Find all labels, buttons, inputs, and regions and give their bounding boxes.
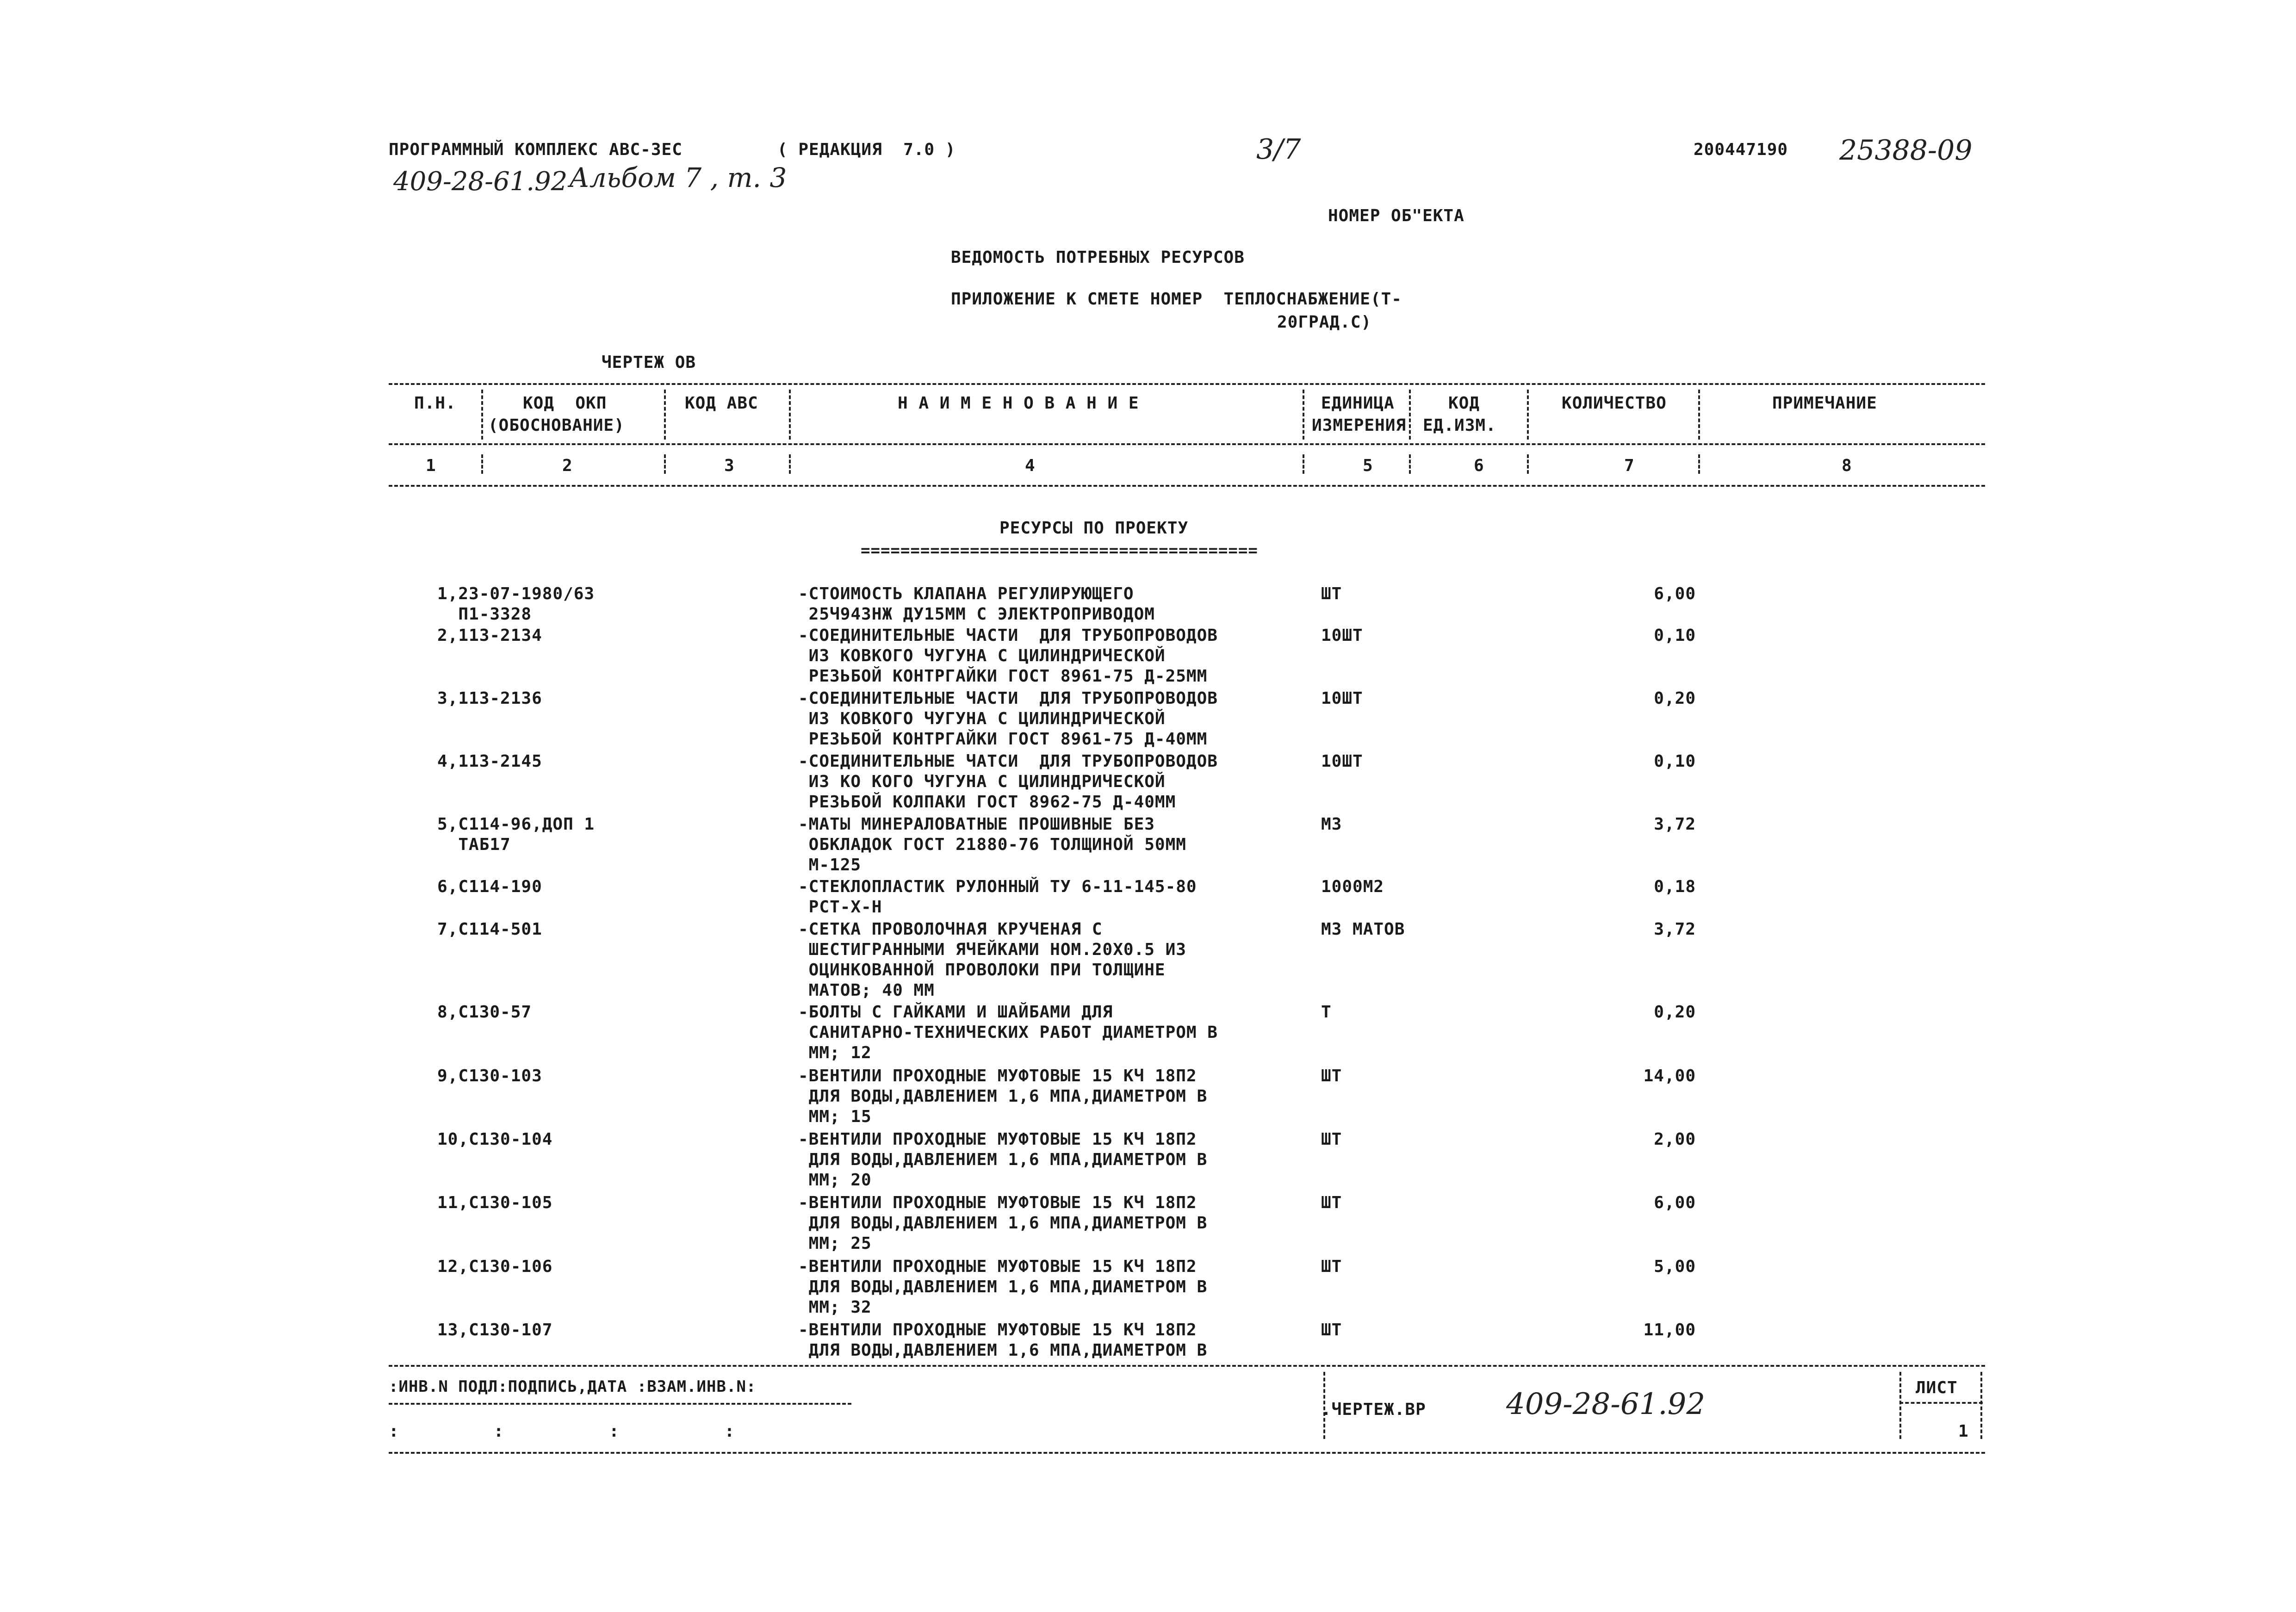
row-quantity: 0,10 bbox=[1654, 626, 1696, 645]
row-name: ДЛЯ ВОДЫ,ДАВЛЕНИЕМ 1,6 МПА,ДИАМЕТРОМ В bbox=[798, 1087, 1208, 1106]
section-title: РЕСУРСЫ ПО ПРОЕКТУ bbox=[999, 519, 1189, 538]
row-code: 8,С130-57 bbox=[437, 1003, 532, 1022]
row-name: -СТЕКЛОПЛАСТИК РУЛОННЫЙ ТУ 6-11-145-80 bbox=[798, 877, 1197, 896]
row-name: -СЕТКА ПРОВОЛОЧНАЯ КРУЧЕНАЯ С bbox=[798, 920, 1103, 939]
row-name: -БОЛТЫ С ГАЙКАМИ И ШАЙБАМИ ДЛЯ bbox=[798, 1003, 1113, 1022]
row-name: -ВЕНТИЛИ ПРОХОДНЫЕ МУФТОВЫЕ 15 КЧ 18П2 bbox=[798, 1321, 1197, 1339]
row-quantity: 0,20 bbox=[1654, 1003, 1696, 1022]
col-sep bbox=[481, 390, 483, 440]
row-code: 3,113-2136 bbox=[437, 689, 542, 708]
row-name: РЕЗЬБОЙ КОНТРГАЙКИ ГОСТ 8961-75 Д-40ММ bbox=[798, 730, 1208, 749]
row-unit: ШТ bbox=[1321, 1257, 1342, 1276]
row-code: 1,23-07-1980/63 bbox=[437, 584, 595, 603]
row-unit: 1000М2 bbox=[1321, 877, 1384, 896]
subtitle-line-1: ПРИЛОЖЕНИЕ К СМЕТЕ НОМЕР ТЕПЛОСНАБЖЕНИЕ(Т- bbox=[951, 290, 1402, 309]
col-number-8: 8 bbox=[1842, 456, 1852, 475]
col-sep bbox=[1527, 390, 1529, 440]
row-name: РСТ-Х-Н bbox=[798, 898, 882, 917]
col-header-note: ПРИМЕЧАНИЕ bbox=[1772, 394, 1877, 413]
sheet-label: ЛИСТ bbox=[1916, 1378, 1958, 1397]
col-sep bbox=[789, 390, 791, 440]
col-number-5: 5 bbox=[1363, 456, 1373, 475]
row-quantity: 6,00 bbox=[1654, 1193, 1696, 1212]
row-quantity: 3,72 bbox=[1654, 920, 1696, 939]
footer-sep bbox=[1323, 1372, 1325, 1439]
row-code: ТАБ17 bbox=[437, 835, 511, 854]
row-unit: ШТ bbox=[1321, 1321, 1342, 1339]
row-name: ММ; 15 bbox=[798, 1107, 872, 1126]
row-unit: Т bbox=[1321, 1003, 1332, 1022]
row-code: 9,С130-103 bbox=[437, 1066, 542, 1085]
col-header-name: Н А И М Е Н О В А Н И Е bbox=[898, 394, 1139, 413]
row-unit: М3 bbox=[1321, 815, 1342, 834]
col-header-unitcode-1: КОД bbox=[1448, 394, 1480, 413]
col-header-pn: П.Н. bbox=[414, 394, 456, 413]
row-name: ИЗ КОВКОГО ЧУГУНА С ЦИЛИНДРИЧЕСКОЙ bbox=[798, 646, 1166, 665]
code-handwritten: 25388-09 bbox=[1839, 134, 1973, 167]
row-name: ДЛЯ ВОДЫ,ДАВЛЕНИЕМ 1,6 МПА,ДИАМЕТРОМ В bbox=[798, 1277, 1208, 1296]
row-quantity: 14,00 bbox=[1643, 1066, 1696, 1085]
col-sep bbox=[664, 454, 666, 474]
row-unit: 10ШТ bbox=[1321, 626, 1363, 645]
row-name: РЕЗЬБОЙ КОНТРГАЙКИ ГОСТ 8961-75 Д-25ММ bbox=[798, 667, 1208, 686]
row-code: 5,С114-96,ДОП 1 bbox=[437, 815, 595, 834]
row-quantity: 3,72 bbox=[1654, 815, 1696, 834]
col-number-6: 6 bbox=[1474, 456, 1484, 475]
col-sep bbox=[1303, 390, 1304, 440]
row-name: ДЛЯ ВОДЫ,ДАВЛЕНИЕМ 1,6 МПА,ДИАМЕТРОМ В bbox=[798, 1341, 1208, 1360]
row-code: 13,С130-107 bbox=[437, 1321, 553, 1339]
col-sep bbox=[1527, 454, 1529, 474]
row-name: -ВЕНТИЛИ ПРОХОДНЫЕ МУФТОВЫЕ 15 КЧ 18П2 bbox=[798, 1193, 1197, 1212]
row-name: -СОЕДИНИТЕЛЬНЫЕ ЧАТСИ ДЛЯ ТРУБОПРОВОДОВ bbox=[798, 752, 1218, 771]
album-handwritten: Альбом 7 , т. 3 bbox=[569, 162, 787, 193]
row-name: МАТОВ; 40 ММ bbox=[798, 981, 935, 1000]
row-code: 11,С130-105 bbox=[437, 1193, 553, 1212]
row-code: П1-3328 bbox=[437, 605, 532, 624]
drawing-label: ЧЕРТЕЖ ОВ bbox=[602, 353, 696, 372]
col-sep bbox=[664, 390, 666, 440]
row-quantity: 2,00 bbox=[1654, 1130, 1696, 1149]
drawing-number-handwritten: 409-28-61.92 bbox=[1506, 1387, 1706, 1421]
col-number-1: 1 bbox=[426, 456, 436, 475]
edition: ( РЕДАКЦИЯ 7.0 ) bbox=[777, 140, 956, 159]
row-name: -ВЕНТИЛИ ПРОХОДНЫЕ МУФТОВЫЕ 15 КЧ 18П2 bbox=[798, 1257, 1197, 1276]
row-unit: ШТ bbox=[1321, 1066, 1342, 1085]
row-name: М-125 bbox=[798, 856, 862, 874]
footer-stamp-cells: : : : : bbox=[389, 1422, 735, 1441]
document-code: 200447190 bbox=[1694, 140, 1788, 159]
col-header-okp-2: (ОБОСНОВАНИЕ) bbox=[488, 416, 625, 435]
col-sep bbox=[1409, 454, 1411, 474]
row-name: ШЕСТИГРАННЫМИ ЯЧЕЙКАМИ НОМ.20Х0.5 ИЗ bbox=[798, 940, 1186, 959]
table-header-rule bbox=[389, 443, 1985, 445]
row-code: 6,С114-190 bbox=[437, 877, 542, 896]
col-number-2: 2 bbox=[562, 456, 573, 475]
row-name: ОБКЛАДОК ГОСТ 21880-76 ТОЛЩИНОЙ 50ММ bbox=[798, 835, 1186, 854]
table-top-rule bbox=[389, 383, 1985, 385]
row-unit: ШТ bbox=[1321, 584, 1342, 603]
footer-top-rule bbox=[389, 1365, 1985, 1367]
sheet-rule bbox=[1899, 1402, 1983, 1404]
col-sep bbox=[1303, 454, 1304, 474]
program-name: ПРОГРАММНЫЙ КОМПЛЕКС АВС-3ЕС bbox=[389, 140, 683, 159]
col-header-unit-1: ЕДИНИЦА bbox=[1321, 394, 1395, 413]
row-name: ММ; 20 bbox=[798, 1171, 872, 1190]
row-code: 10,С130-104 bbox=[437, 1130, 553, 1149]
row-unit: ШТ bbox=[1321, 1193, 1342, 1212]
row-name: ДЛЯ ВОДЫ,ДАВЛЕНИЕМ 1,6 МПА,ДИАМЕТРОМ В bbox=[798, 1150, 1208, 1169]
col-header-unitcode-2: ЕД.ИЗМ. bbox=[1423, 416, 1496, 435]
row-quantity: 0,10 bbox=[1654, 752, 1696, 771]
footer-sep bbox=[1980, 1372, 1982, 1439]
row-code: 2,113-2134 bbox=[437, 626, 542, 645]
row-name: -СОЕДИНИТЕЛЬНЫЕ ЧАСТИ ДЛЯ ТРУБОПРОВОДОВ bbox=[798, 689, 1218, 708]
row-quantity: 0,20 bbox=[1654, 689, 1696, 708]
col-number-7: 7 bbox=[1624, 456, 1635, 475]
row-unit: 10ШТ bbox=[1321, 689, 1363, 708]
footer-bottom-rule bbox=[389, 1452, 1985, 1454]
row-quantity: 11,00 bbox=[1643, 1321, 1696, 1339]
row-name: -МАТЫ МИНЕРАЛОВАТНЫЕ ПРОШИВНЫЕ БЕЗ bbox=[798, 815, 1155, 834]
row-unit: 10ШТ bbox=[1321, 752, 1363, 771]
row-name: РЕЗЬБОЙ КОЛПАКИ ГОСТ 8962-75 Д-40ММ bbox=[798, 793, 1176, 812]
row-name: -ВЕНТИЛИ ПРОХОДНЫЕ МУФТОВЫЕ 15 КЧ 18П2 bbox=[798, 1130, 1197, 1149]
col-header-abc: КОД АВС bbox=[685, 394, 758, 413]
footer-sep bbox=[1899, 1372, 1901, 1439]
drawing-label-footer: .ЧЕРТЕЖ.ВР bbox=[1321, 1400, 1426, 1419]
page-number-handwritten: 3/7 bbox=[1256, 133, 1301, 166]
row-name: ДЛЯ ВОДЫ,ДАВЛЕНИЕМ 1,6 МПА,ДИАМЕТРОМ В bbox=[798, 1214, 1208, 1233]
section-underline: ======================================== bbox=[861, 541, 1258, 560]
row-code: 7,С114-501 bbox=[437, 920, 542, 939]
row-name: ИЗ КОВКОГО ЧУГУНА С ЦИЛИНДРИЧЕСКОЙ bbox=[798, 709, 1166, 728]
doc-number-handwritten: 409-28-61.92 bbox=[393, 167, 568, 197]
col-sep bbox=[1698, 390, 1700, 440]
col-sep bbox=[1698, 454, 1700, 474]
row-quantity: 6,00 bbox=[1654, 584, 1696, 603]
row-name: -ВЕНТИЛИ ПРОХОДНЫЕ МУФТОВЫЕ 15 КЧ 18П2 bbox=[798, 1066, 1197, 1085]
row-name: ММ; 12 bbox=[798, 1043, 872, 1062]
col-header-unit-2: ИЗМЕРЕНИЯ bbox=[1312, 416, 1407, 435]
row-quantity: 5,00 bbox=[1654, 1257, 1696, 1276]
row-name: -СОЕДИНИТЕЛЬНЫЕ ЧАСТИ ДЛЯ ТРУБОПРОВОДОВ bbox=[798, 626, 1218, 645]
col-sep bbox=[481, 454, 483, 474]
col-header-quantity: КОЛИЧЕСТВО bbox=[1562, 394, 1667, 413]
row-unit: М3 МАТОВ bbox=[1321, 920, 1405, 939]
col-sep bbox=[789, 454, 791, 474]
row-name: САНИТАРНО-ТЕХНИЧЕСКИХ РАБОТ ДИАМЕТРОМ В bbox=[798, 1023, 1218, 1042]
row-code: 4,113-2145 bbox=[437, 752, 542, 771]
row-name: ММ; 32 bbox=[798, 1298, 872, 1317]
subtitle-line-2: 20ГРАД.С) bbox=[1277, 313, 1372, 332]
row-code: 12,С130-106 bbox=[437, 1257, 553, 1276]
row-quantity: 0,18 bbox=[1654, 877, 1696, 896]
row-unit: ШТ bbox=[1321, 1130, 1342, 1149]
footer-stamp-rule bbox=[389, 1403, 851, 1405]
object-number-label: НОМЕР ОБ"ЕКТА bbox=[1328, 206, 1464, 225]
row-name: ИЗ КО КОГО ЧУГУНА С ЦИЛИНДРИЧЕСКОЙ bbox=[798, 772, 1166, 791]
col-number-4: 4 bbox=[1025, 456, 1036, 475]
row-name: ОЦИНКОВАННОЙ ПРОВОЛОКИ ПРИ ТОЛЩИНЕ bbox=[798, 961, 1166, 980]
footer-stamp-labels: :ИНВ.N ПОДЛ:ПОДПИСЬ,ДАТА :ВЗАМ.ИНВ.N: bbox=[389, 1377, 757, 1396]
col-header-okp-1: КОД ОКП bbox=[523, 394, 607, 413]
row-name: 25Ч943НЖ ДУ15ММ С ЭЛЕКТРОПРИВОДОМ bbox=[798, 605, 1155, 624]
sheet-number: 1 bbox=[1958, 1422, 1969, 1441]
row-name: ММ; 25 bbox=[798, 1234, 872, 1253]
col-number-3: 3 bbox=[724, 456, 735, 475]
col-sep bbox=[1409, 390, 1411, 440]
page-title: ВЕДОМОСТЬ ПОТРЕБНЫХ РЕСУРСОВ bbox=[951, 248, 1245, 267]
row-name: -СТОИМОСТЬ КЛАПАНА РЕГУЛИРУЮЩЕГО bbox=[798, 584, 1134, 603]
table-numbers-rule bbox=[389, 485, 1985, 487]
